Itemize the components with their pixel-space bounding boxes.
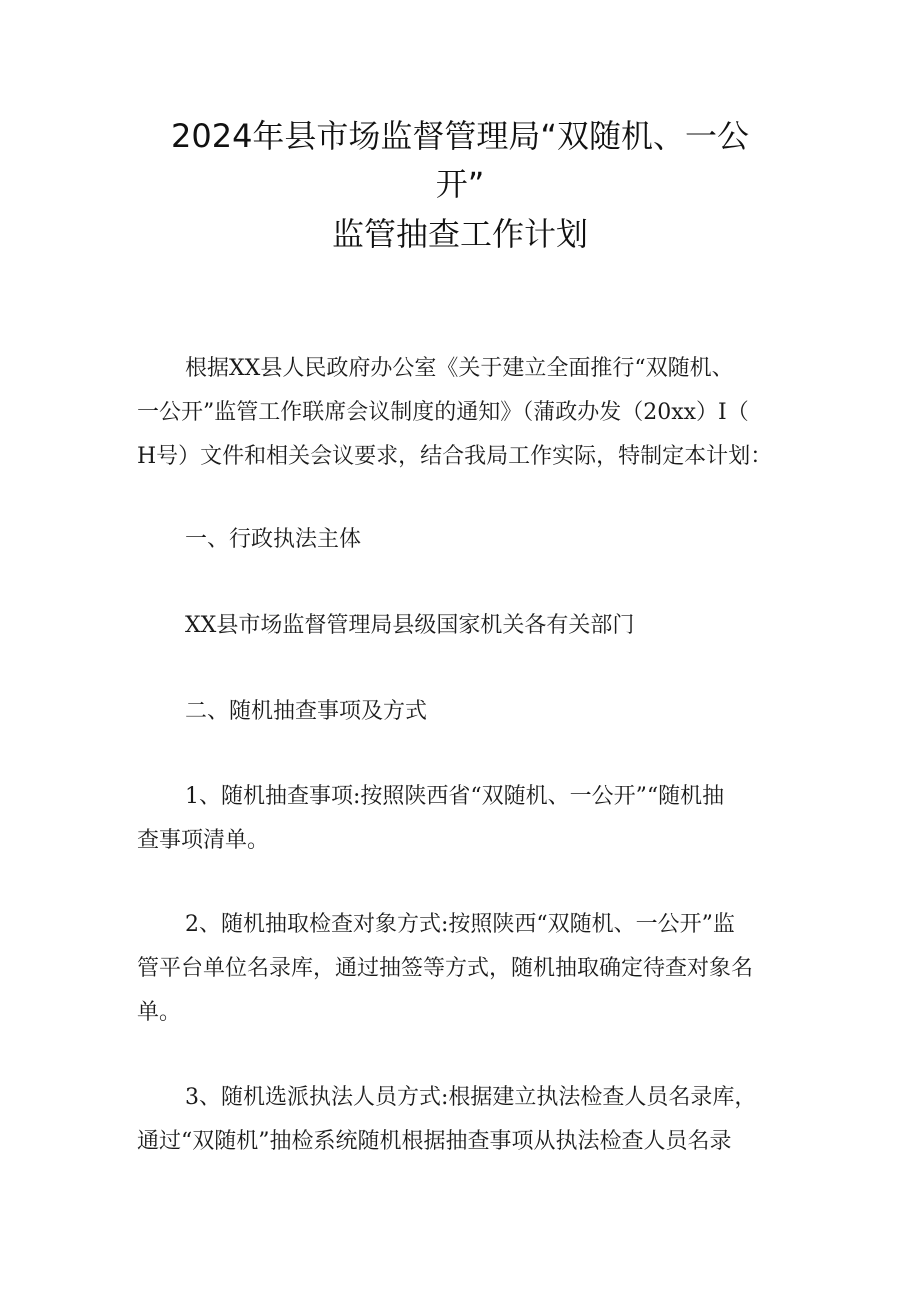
intro-line-1: 根据XX县人民政府办公室《关于建立全面推行“双随机、 bbox=[185, 356, 734, 381]
document-title bbox=[0, 112, 920, 258]
item-1-line-1: 1、随机抽查事项:按照陕西省“双随机、一公开”“随机抽 bbox=[185, 784, 725, 809]
item-3-line-2: 通过“双随机”抽检系统随机根据抽查事项从执法检查人员名录 bbox=[137, 1129, 732, 1154]
item-2-line-1: 2、随机抽取检查对象方式:按照陕西“双随机、一公开”监 bbox=[185, 912, 735, 937]
item-2-paragraph bbox=[137, 903, 797, 1035]
title-line-1: 2024年县市场监督管理局“双随机、一公 bbox=[170, 117, 750, 155]
item-2-line-2: 管平台单位名录库，通过抽签等方式，随机抽取确定待查对象名 bbox=[137, 956, 754, 981]
item-1-line-2: 查事项清单。 bbox=[137, 828, 270, 853]
item-1-paragraph bbox=[137, 775, 797, 863]
section-2-heading-text: 二、随机抽查事项及方式 bbox=[185, 699, 428, 724]
intro-paragraph bbox=[137, 347, 797, 479]
section-1-heading-text: 一、行政执法主体 bbox=[185, 527, 362, 552]
section-1-body-text: XX县市场监督管理局县级国家机关各有关部门 bbox=[185, 613, 635, 638]
title-line-2: 开” bbox=[435, 165, 485, 203]
section-2-heading bbox=[137, 690, 797, 734]
item-3-line-1: 3、随机选派执法人员方式:根据建立执法检查人员名录库， bbox=[185, 1085, 757, 1110]
item-3-paragraph bbox=[137, 1076, 797, 1164]
section-1-body bbox=[137, 604, 797, 648]
intro-line-2: 一公开”监管工作联席会议制度的通知》（蒲政办发（20xx）I（ bbox=[137, 400, 749, 425]
item-2-line-3: 单。 bbox=[137, 1000, 182, 1025]
intro-line-3: H号）文件和相关会议要求，结合我局工作实际，特制定本计划： bbox=[137, 444, 773, 469]
section-1-heading bbox=[137, 518, 797, 562]
title-line-3: 监管抽查工作计划 bbox=[331, 215, 588, 253]
